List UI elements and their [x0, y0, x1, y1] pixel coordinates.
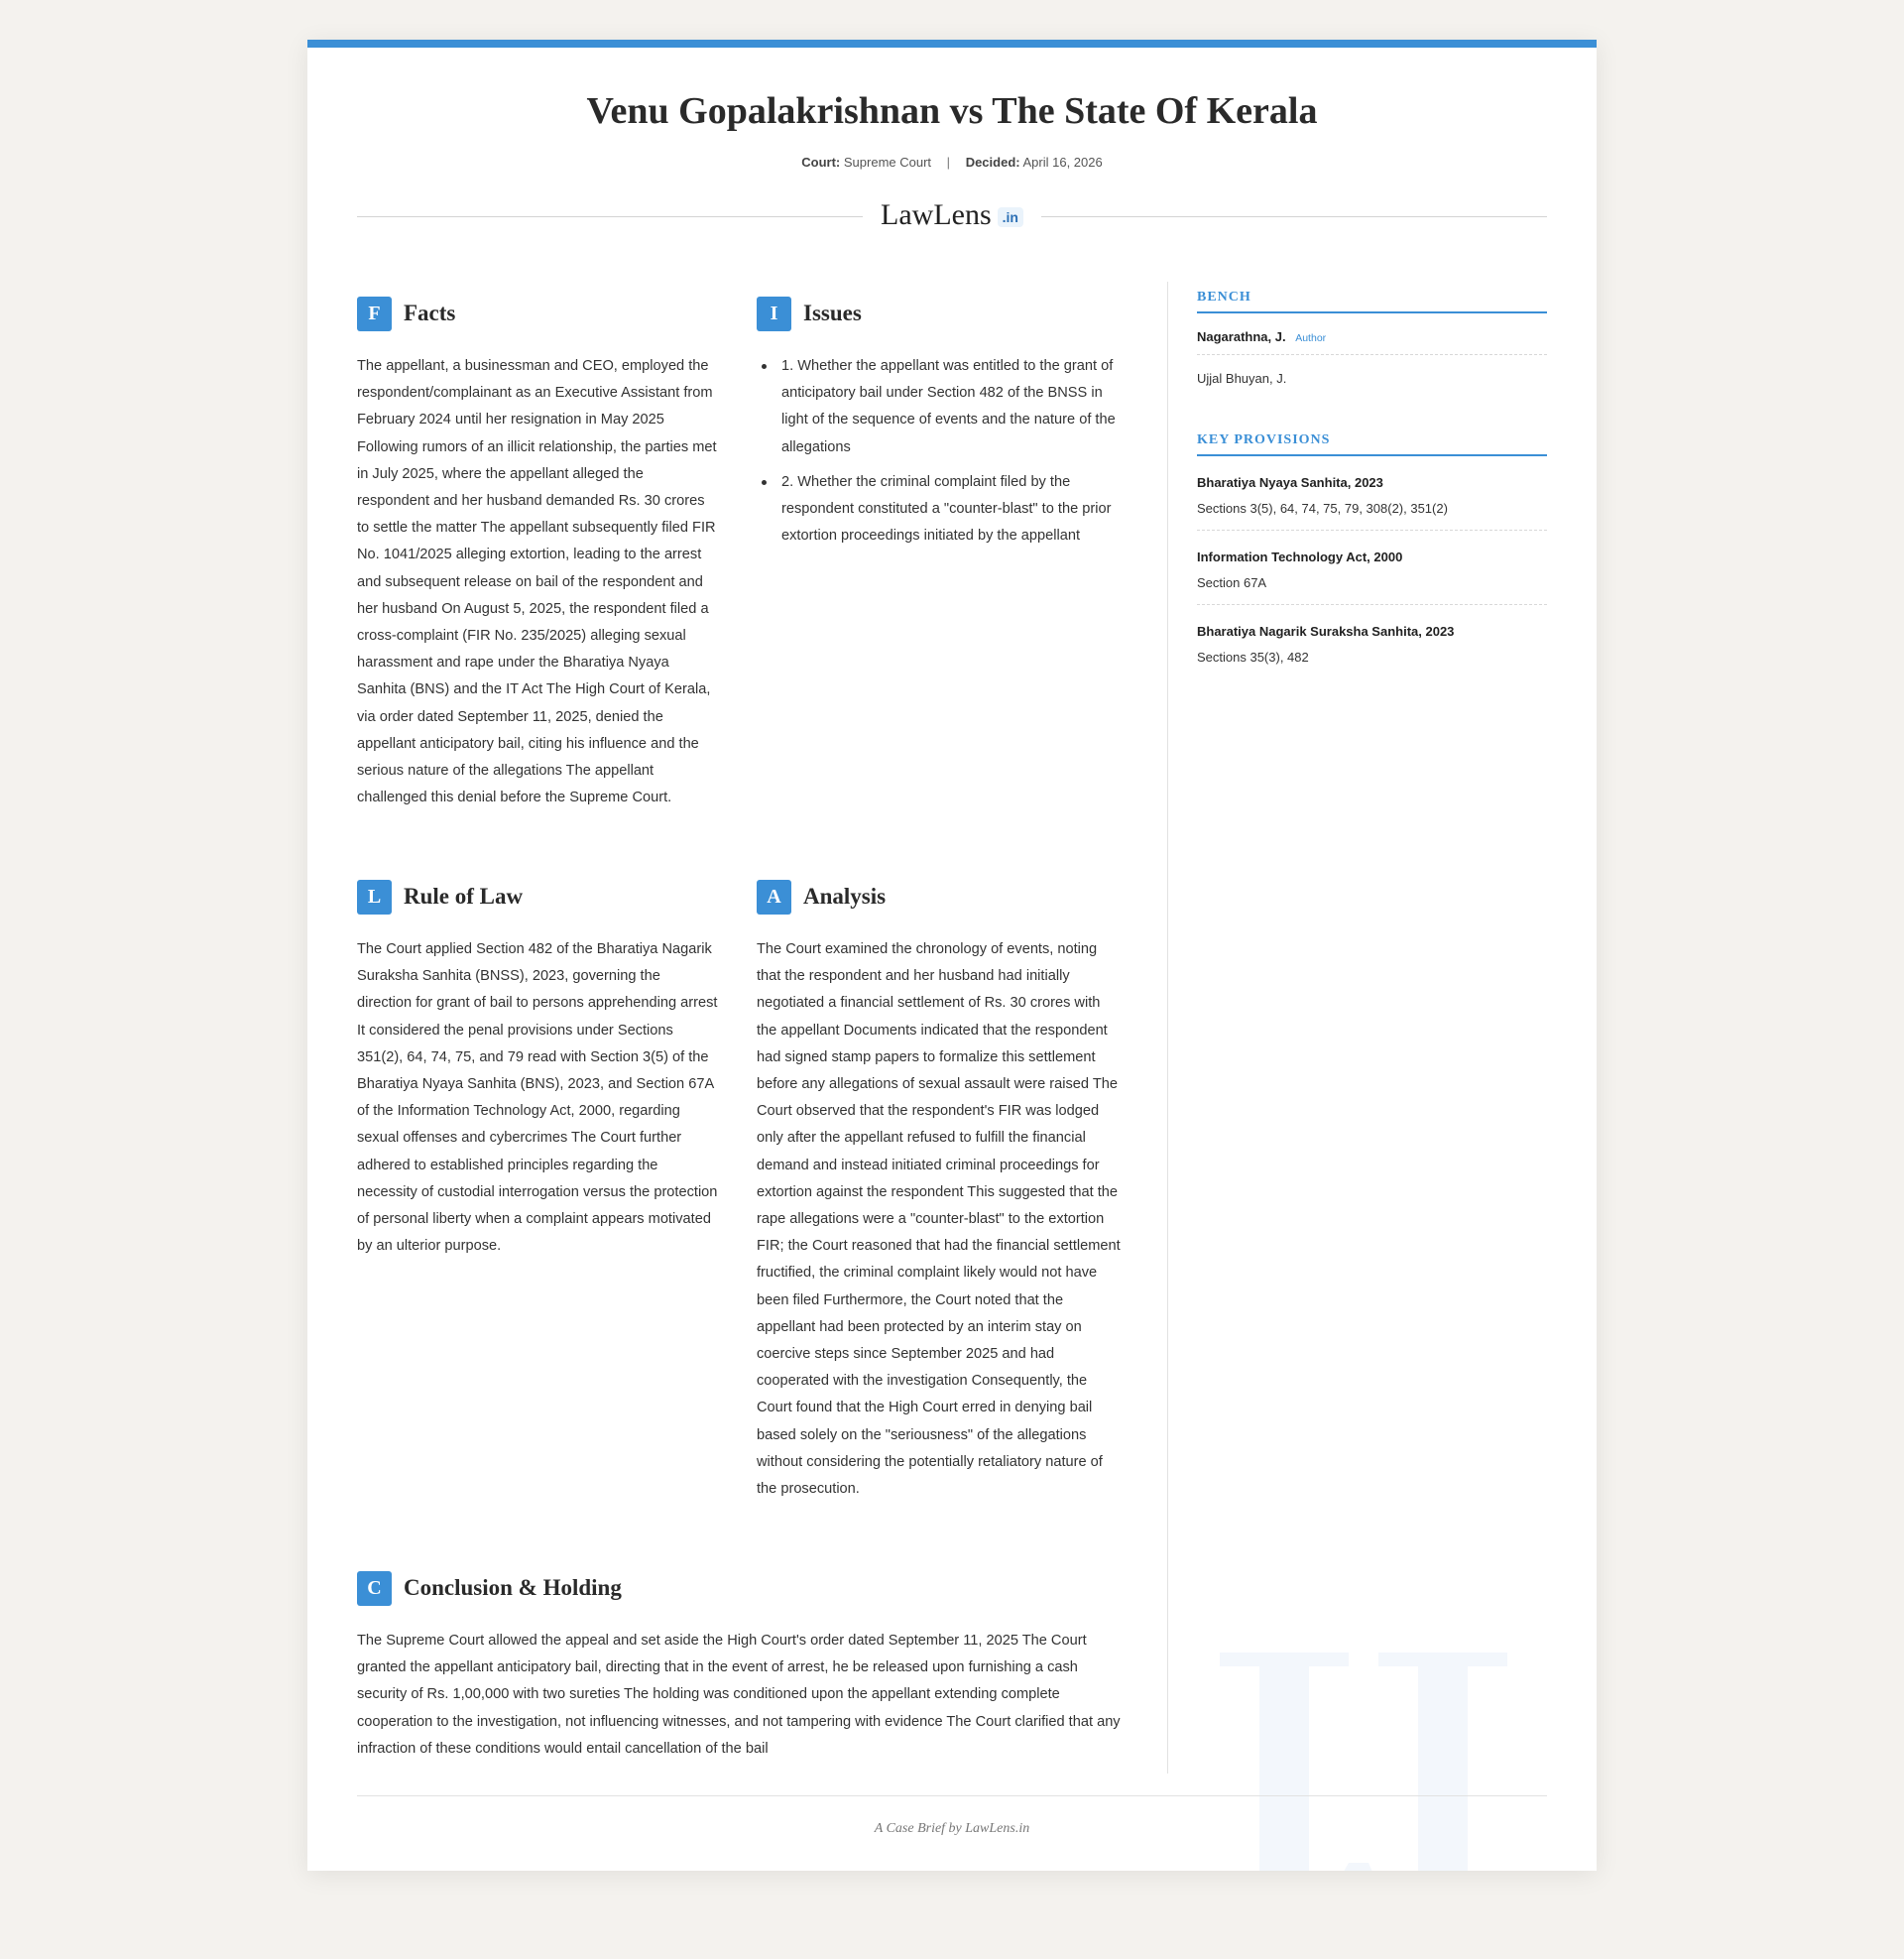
- court-label: Court:: [801, 155, 841, 170]
- section-issues-header: [757, 296, 1124, 331]
- brand-tld: .in: [998, 207, 1023, 227]
- section-conclusion-header: [357, 1570, 1130, 1606]
- author-badge: Author: [1295, 332, 1327, 344]
- provision-item: [1197, 605, 1547, 678]
- list-item: 2. Whether the criminal complaint filed by the respondent constituted a "counter-blast" to the prior extortion proceedings initiated by the appellant: [762, 469, 1124, 551]
- section-conclusion: [357, 1570, 1130, 1763]
- case-meta: [307, 155, 1597, 170]
- sidebar-bench: [1197, 290, 1547, 396]
- bench-judge: [1197, 313, 1547, 355]
- provision-sections: Sections 3(5), 64, 74, 75, 79, 308(2), 351(2): [1197, 501, 1448, 516]
- judge-name: Nagarathna, J.: [1197, 329, 1286, 344]
- column-divider: [1167, 282, 1168, 1774]
- judge-name: Ujjal Bhuyan, J.: [1197, 371, 1287, 386]
- footer-credit: A Case Brief by LawLens.in: [874, 1821, 1030, 1836]
- section-issues-title: Issues: [803, 301, 862, 325]
- bench-judge: [1197, 355, 1547, 396]
- section-rule-of-law: [357, 879, 719, 1260]
- section-rule-badge: L: [357, 880, 392, 915]
- section-rule-body: The Court applied Section 482 of the Bharatiya Nagarik Suraksha Sanhita (BNSS), 2023, governing the direction for grant of bail to persons apprehending arrest It considered the penal provisions under Sections 351(2), 64, 74, 75, and 79 read with Section 3(5) of the Bharatiya Nyaya Sanhita (BNS), 2023, and Section 67A of the Information Technology Act, 2000, regarding sexual offenses and cybercrimes The Court further adhered to established principles regarding the necessity of custodial interrogation versus the protection of personal liberty when a complaint appears motivated by an ulterior purpose.: [357, 941, 718, 1255]
- list-item: 1. Whether the appellant was entitled to the grant of anticipatory bail under Section 482 of the BNSS in light of the sequence of events and the nature of the allegations: [762, 353, 1124, 461]
- brand-row: [357, 196, 1547, 236]
- section-analysis-body: The Court examined the chronology of events, noting that the respondent and her husband had initially negotiated a financial settlement of Rs. 30 crores with the appellant Documents indicated that the respondent had signed stamp papers to formalize this settlement before any allegations of sexual assault were raised The Court observed that the respondent's FIR was lodged only after the appellant refused to fulfill the financial demand and instead initiated criminal proceedings for extortion against the respondent This suggested that the rape allegations were a "counter-blast" to the extortion FIR; the Court reasoned that had the financial settlement fructified, the criminal complaint likely would not have been filed Furthermore, the Court noted that the appellant had been protected by an interim stay on coercive steps since September 2025 and had cooperated with the investigation Consequently, the Court found that the High Court erred in denying bail based solely on the "seriousness" of the allegations without considering the potentially retaliatory nature of the prosecution.: [757, 941, 1121, 1498]
- section-analysis-badge: A: [757, 880, 791, 915]
- provision-item: [1197, 456, 1547, 531]
- section-issues-badge: I: [757, 297, 791, 331]
- section-conclusion-title: Conclusion & Holding: [404, 1575, 622, 1600]
- bench-heading: BENCH: [1197, 290, 1547, 313]
- issues-list: [757, 353, 1124, 550]
- section-conclusion-body: The Supreme Court allowed the appeal and set aside the High Court's order dated September 11, 2025 The Court granted the appellant anticipatory bail, directing that in the event of arrest, he be released upon furnishing a cash security of Rs. 1,00,000 with two sureties The holding was conditioned upon the appellant extending complete cooperation to the investigation, not influencing witnesses, and not tampering with evidence The Court clarified that any infraction of these conditions would entail cancellation of the bail: [357, 1633, 1121, 1757]
- provision-item: [1197, 531, 1547, 605]
- provision-act: Information Technology Act, 2000: [1197, 550, 1403, 564]
- section-issues-body: [757, 353, 1124, 550]
- provisions-heading: KEY PROVISIONS: [1197, 432, 1547, 456]
- brand-divider-right: [1041, 216, 1547, 217]
- page-title: Venu Gopalakrishnan vs The State Of Kerala: [586, 90, 1318, 132]
- section-analysis-title: Analysis: [803, 884, 887, 909]
- provision-sections: Section 67A: [1197, 575, 1267, 590]
- provision-sections: Sections 35(3), 482: [1197, 650, 1309, 665]
- section-rule-title: Rule of Law: [404, 884, 524, 909]
- section-facts-badge: F: [357, 297, 392, 331]
- decided-label: Decided:: [965, 155, 1020, 170]
- provision-act: Bharatiya Nyaya Sanhita, 2023: [1197, 475, 1383, 490]
- meta-separator: |: [946, 155, 951, 170]
- section-analysis-header: [757, 879, 1124, 915]
- court-value: Supreme Court: [843, 155, 932, 170]
- provision-act: Bharatiya Nagarik Suraksha Sanhita, 2023: [1197, 624, 1455, 639]
- section-rule-header: [357, 879, 719, 915]
- section-conclusion-badge: C: [357, 1571, 392, 1606]
- footer-divider: [357, 1795, 1547, 1796]
- case-brief-card: [307, 40, 1597, 1871]
- section-facts-body: The appellant, a businessman and CEO, employed the respondent/complainant as an Executive Assistant from February 2024 until her resignation in May 2025 Following rumors of an illicit relationship, the parties met in July 2025, where the appellant alleged the respondent and her husband demanded Rs. 30 crores to settle the matter The appellant subsequently filed FIR No. 1041/2025 alleging extortion, leading to the arrest and subsequent release on bail of the respondent and her husband On August 5, 2025, the respondent filed a cross-complaint (FIR No. 235/2025) alleging sexual harassment and rape under the Bharatiya Nyaya Sanhita (BNS) and the IT Act The High Court of Kerala, via order dated September 11, 2025, denied the appellant anticipatory bail, citing his influence and the serious nature of the allegations The appellant challenged this denial before the Supreme Court.: [357, 358, 717, 806]
- section-issues: [757, 296, 1124, 557]
- section-facts-title: Facts: [404, 301, 456, 325]
- section-facts: [357, 296, 719, 811]
- sidebar-key-provisions: [1197, 432, 1547, 678]
- brand-logo: [357, 198, 1547, 232]
- section-facts-header: [357, 296, 719, 331]
- brand-name: LawLens: [881, 198, 992, 231]
- section-analysis: [757, 879, 1124, 1503]
- decided-value: April 16, 2026: [1022, 155, 1103, 170]
